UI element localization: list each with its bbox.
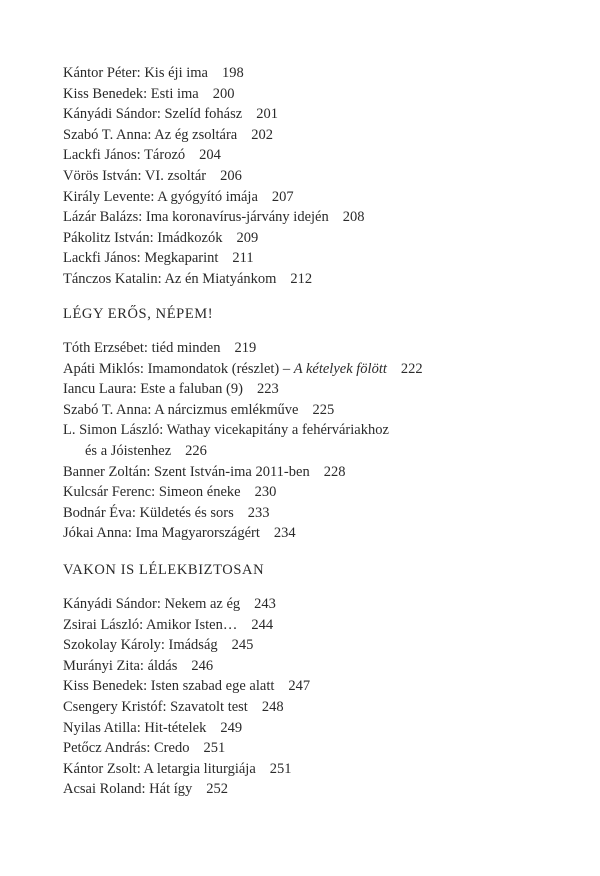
entry-title: Szokolay Károly: Imádság	[63, 637, 218, 654]
section-heading: LÉGY ERŐS, NÉPEM!	[63, 306, 214, 322]
toc-section-2	[63, 338, 543, 544]
entry-title: L. Simon László: Wathay vicekapitány a fehérváriakhoz	[63, 422, 389, 439]
entry-title: Lackfi János: Tározó	[63, 147, 186, 164]
entry-title-continuation-text: és a Jóistenhez	[85, 442, 172, 459]
entry-title: Banner Zoltán: Szent István-ima 2011-ben	[63, 463, 310, 480]
entry-title: Kántor Péter: Kis éji ima	[63, 65, 208, 81]
toc-entry	[63, 656, 543, 677]
entry-title-continuation	[63, 441, 543, 462]
entry-title: Murányi Zita: áldás	[63, 657, 178, 674]
toc-entry	[63, 207, 543, 228]
entry-title: Kántor Zsolt: A letargia liturgiája	[63, 760, 256, 777]
entry-page-number: 234	[273, 525, 296, 542]
entry-page-number: 225	[312, 401, 335, 418]
entry-page-number: 251	[269, 760, 292, 777]
entry-page-number: 222	[400, 360, 423, 377]
toc-entry	[63, 462, 543, 483]
entry-title: Király Levente: A gyógyító imája	[63, 188, 258, 205]
entry-page-number: 249	[220, 719, 243, 736]
entry-title: Kiss Benedek: Esti ima	[63, 85, 199, 102]
toc-entry	[63, 635, 543, 656]
toc-entry	[63, 359, 543, 380]
entry-page-number: 251	[203, 740, 226, 757]
entry-page-number: 208	[342, 209, 365, 226]
toc-entry	[63, 379, 543, 400]
entry-page-number: 200	[212, 85, 235, 102]
toc-entry	[63, 248, 543, 269]
toc-entry	[63, 759, 543, 780]
entry-title: Tóth Erzsébet: tiéd minden	[63, 340, 221, 356]
toc-entry	[63, 145, 543, 166]
entry-page-number: 243	[254, 596, 276, 612]
toc-entry	[63, 594, 543, 615]
entry-title: Jókai Anna: Ima Magyarországért	[63, 525, 260, 542]
entry-title: Vörös István: VI. zsoltár	[63, 167, 207, 184]
entry-page-number: 202	[251, 126, 273, 143]
entry-title-italic: A kételyek fölött	[293, 360, 387, 377]
entry-title: Apáti Miklós: Imamondatok (részlet) –	[63, 360, 294, 377]
entry-page-number: 204	[199, 147, 221, 164]
toc-entry	[63, 738, 543, 759]
entry-title: Petőcz András: Credo	[63, 740, 190, 757]
entry-page-number: 223	[256, 381, 279, 398]
entry-page-number: 246	[191, 657, 214, 674]
toc-entry	[63, 523, 543, 544]
toc-section-1	[63, 63, 543, 290]
toc-entry	[63, 187, 543, 208]
entry-page-number: 211	[232, 250, 254, 267]
entry-title: Lázár Balázs: Ima koronavírus-járvány idején	[63, 209, 329, 226]
entry-page-number: 198	[221, 65, 244, 81]
toc-entry	[63, 228, 543, 249]
entry-title: Kiss Benedek: Isten szabad ege alatt	[63, 678, 275, 695]
entry-page-number: 228	[323, 463, 346, 480]
toc-entry	[63, 503, 543, 524]
entry-title: Tánczos Katalin: Az én Miatyánkom	[63, 270, 277, 287]
entry-title: Kányádi Sándor: Szelíd fohász	[63, 106, 243, 123]
entry-page-number: 207	[271, 188, 294, 205]
toc-entry	[63, 166, 543, 187]
toc-entry	[63, 63, 543, 84]
toc-entry	[63, 269, 543, 290]
toc-entry	[63, 482, 543, 503]
entry-page-number: 252	[206, 781, 229, 798]
entry-title: Nyilas Atilla: Hit-tételek	[63, 719, 207, 736]
entry-page-number: 226	[185, 442, 207, 459]
toc-entry	[63, 615, 543, 636]
entry-title: Iancu Laura: Este a faluban (9)	[63, 381, 243, 398]
entry-page-number: 209	[236, 229, 259, 246]
entry-title: Szabó T. Anna: Az ég zsoltára	[63, 126, 238, 143]
entry-page-number: 248	[261, 698, 284, 715]
entry-title: Csengery Kristóf: Szavatolt test	[63, 698, 248, 715]
entry-title: Kulcsár Ferenc: Simeon éneke	[63, 484, 241, 501]
entry-page-number: 212	[290, 270, 313, 287]
toc-entry	[63, 84, 543, 105]
entry-page-number: 219	[234, 340, 257, 356]
toc-entry	[63, 420, 543, 461]
toc-entry	[63, 338, 543, 359]
entry-title: Zsirai László: Amikor Isten…	[63, 616, 238, 633]
section-heading: VAKON IS LÉLEKBIZTOSAN	[63, 562, 265, 578]
entry-title: Lackfi János: Megkaparint	[63, 250, 219, 267]
entry-title: Szabó T. Anna: A nárcizmus emlékműve	[63, 401, 299, 418]
entry-page-number: 245	[231, 637, 254, 654]
toc-entry	[63, 697, 543, 718]
toc-entry	[63, 779, 543, 800]
toc-entry	[63, 676, 543, 697]
toc-entry	[63, 104, 543, 125]
entry-title: Pákolitz István: Imádkozók	[63, 229, 223, 246]
toc-entry	[63, 400, 543, 421]
entry-title: Kányádi Sándor: Nekem az ég	[63, 596, 241, 612]
entry-page-number: 247	[288, 678, 311, 695]
entry-title: Bodnár Éva: Küldetés és sors	[63, 504, 234, 521]
toc-entry	[63, 718, 543, 739]
entry-title: Acsai Roland: Hát így	[63, 781, 193, 798]
entry-page-number: 206	[220, 167, 242, 184]
entry-page-number: 233	[247, 504, 270, 521]
entry-page-number: 244	[251, 616, 274, 633]
entry-page-number: 201	[256, 106, 278, 123]
toc-section-3	[63, 594, 543, 800]
entry-page-number: 230	[254, 484, 277, 501]
toc-entry	[63, 125, 543, 146]
